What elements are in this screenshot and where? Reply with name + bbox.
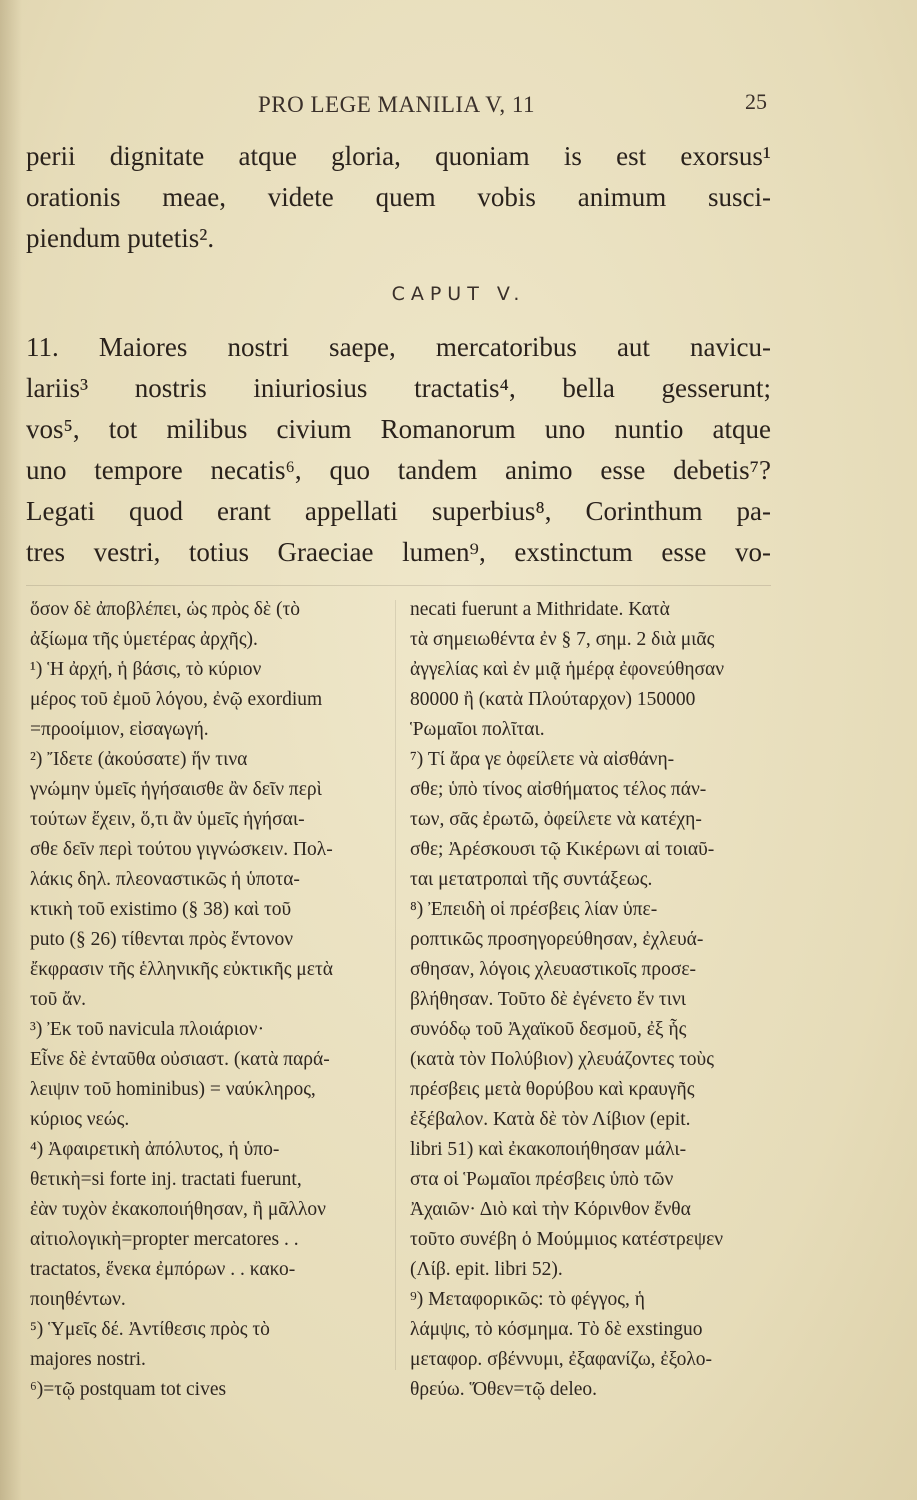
footnote-line: θρεύω. Ὅθεν=τῷ deleo. <box>410 1379 598 1400</box>
footnote-line: σθε; ὑπὸ τίνος αἰσθήματος τέλος πάν- <box>410 779 707 800</box>
footnote-line: ται μετατροπαὶ τῆς συντάξεως. <box>410 869 653 890</box>
footnote-line: συνόδῳ τοῦ Ἀχαϊκοῦ δεσμοῦ, ἐξ ἧς <box>410 1019 687 1040</box>
footnote-line: ἀξίωμα τῆς ὑμετέρας ἀρχῆς). <box>30 629 258 650</box>
footnote-line: γνώμην ὑμεῖς ἡγήσαισθε ἂν δεῖν περὶ <box>30 779 322 800</box>
footnote-line: μεταφορ. σβέννυμι, ἐξαφανίζω, ἐξολο- <box>410 1349 713 1370</box>
footnote-line: ἐὰν τυχὸν ἐκακοποιήθησαν, ἢ μᾶλλον <box>30 1199 326 1220</box>
footnote-line: ⁵) Ὑμεῖς δέ. Ἀντίθεσις πρὸς τὸ <box>30 1319 270 1340</box>
footnotes-right-column <box>410 595 775 1405</box>
footnote-line: necati fuerunt a Mithridate. Κατὰ <box>410 599 670 620</box>
footnote-line: θετικὴ=si forte inj. tractati fuerunt, <box>30 1169 302 1190</box>
footnote-line: λάκις δηλ. πλεοναστικῶς ἡ ὑποτα- <box>30 869 300 890</box>
footnote-line: τοῦτο συνέβη ὁ Μούμμιος κατέστρεψεν <box>410 1229 724 1250</box>
text-line: orationis meae, videte quem vobis animum susci- <box>26 182 771 212</box>
footnote-line: σθησαν, λόγοις χλευαστικοῖς προσε- <box>410 959 697 980</box>
footnote-line: =προοίμιον, εἰσαγωγή. <box>30 719 209 740</box>
intro-text <box>26 136 771 259</box>
footnote-line: των, σᾶς ἐρωτῶ, ὀφείλετε νὰ κατέχη- <box>410 809 702 830</box>
footnote-line: τούτων ἔχειν, ὅ,τι ἂν ὑμεῖς ἡγήσαι- <box>30 809 305 830</box>
footnote-line: ³) Ἐκ τοῦ navicula πλοιάριον· <box>30 1019 265 1040</box>
footnote-line: ἀγγελίας καὶ ἐν μιᾷ ἡμέρᾳ ἐφονεύθησαν <box>410 659 725 680</box>
footnotes-left-column <box>30 595 380 1405</box>
footnote-line: tractatos, ἕνεκα ἐμπόρων . . κακο- <box>30 1259 296 1280</box>
footnote-line: τοῦ ἄν. <box>30 989 87 1010</box>
text-line: piendum putetis². <box>26 223 215 253</box>
footnote-line: αἰτιολογικὴ=propter mercatores . . <box>30 1229 299 1250</box>
footnote-line: λειψιν τοῦ hominibus) = ναύκληρος, <box>30 1079 316 1100</box>
notes-divider <box>26 585 771 586</box>
footnote-line: πρέσβεις μετὰ θορύβου καὶ κραυγῆς <box>410 1079 695 1100</box>
footnote-line: στα οἱ Ῥωμαῖοι πρέσβεις ὑπὸ τῶν <box>410 1169 674 1190</box>
text-line: lariis³ nostris iniuriosius tractatis⁴, bella gesserunt; <box>26 373 771 403</box>
footnote-line: ⁷) Τί ἄρα γε ὀφείλετε νὰ αἰσθάνη- <box>410 749 675 770</box>
footnote-line: σθε δεῖν περὶ τούτου γιγνώσκειν. Πολ- <box>30 839 333 860</box>
footnote-line: ⁹) Μεταφορικῶς: τὸ φέγγος, ἡ <box>410 1289 645 1310</box>
footnote-line: ὅσον δὲ ἀποβλέπει, ὡς πρὸς δὲ (τὸ <box>30 599 301 620</box>
running-title: PRO LEGE MANILIA V, 11 <box>258 92 536 117</box>
footnote-line: Ῥωμαῖοι πολῖται. <box>410 719 545 740</box>
footnote-line: puto (§ 26) τίθενται πρὸς ἔντονον <box>30 929 294 950</box>
footnote-line: ροπτικῶς προσηγορεύθησαν, ἐχλευά- <box>410 929 704 950</box>
text-line: vos⁵, tot milibus civium Romanorum uno nuntio atque <box>26 414 771 444</box>
footnote-line: ⁶)=τῷ postquam tot cives <box>30 1379 227 1400</box>
footnote-line: (κατὰ τὸν Πολύβιον) χλευάζοντες τοὺς <box>410 1049 714 1070</box>
footnote-line: ἐξέβαλον. Κατὰ δὲ τὸν Λίβιον (epit. <box>410 1109 691 1130</box>
footnote-line: βλήθησαν. Τοῦτο δὲ ἐγένετο ἔν τινι <box>410 989 687 1010</box>
column-gutter <box>395 600 396 1370</box>
text-line: 11. Maiores nostri saepe, mercatoribus aut navicu- <box>26 332 771 362</box>
footnote-line: Εἶνε δὲ ἐνταῦθα οὐσιαστ. (κατὰ παρά- <box>30 1049 330 1070</box>
footnote-line: ⁸) Ἐπειδὴ οἱ πρέσβεις λίαν ὑπε- <box>410 899 658 920</box>
text-line: Legati quod erant appellati superbius⁸, Corinthum pa- <box>26 496 771 526</box>
footnote-line: libri 51) καὶ ἐκακοποιήθησαν μάλι- <box>410 1139 687 1160</box>
footnote-line: Ἀχαιῶν· Διὸ καὶ τὴν Κόρινθον ἔνθα <box>410 1199 691 1220</box>
text-line: perii dignitate atque gloria, quoniam is est exorsus¹ <box>26 141 771 171</box>
footnote-line: 80000 ἢ (κατὰ Πλούταρχον) 150000 <box>410 689 696 710</box>
footnote-line: κτικὴ τοῦ existimo (§ 38) καὶ τοῦ <box>30 899 292 920</box>
chapter-heading: CAPUT V. <box>391 283 526 305</box>
text-line: uno tempore necatis⁶, quo tandem animo esse debetis⁷? <box>26 455 771 485</box>
text-line: tres vestri, totius Graeciae lumen⁹, exstinctum esse vo- <box>26 537 771 567</box>
paragraph-11 <box>26 327 771 573</box>
footnote-line: (Λίβ. epit. libri 52). <box>410 1259 563 1280</box>
footnote-line: κύριος νεώς. <box>30 1109 130 1130</box>
footnote-line: ¹) Ἡ ἀρχή, ἡ βάσις, τὸ κύριον <box>30 659 262 680</box>
footnote-line: τὰ σημειωθέντα ἐν § 7, σημ. 2 διὰ μιᾶς <box>410 629 715 650</box>
footnote-line: ⁴) Ἀφαιρετικὴ ἀπόλυτος, ἡ ὑπο- <box>30 1139 280 1160</box>
footnote-line: σθε; Ἀρέσκουσι τῷ Κικέρωνι αἱ τοιαῦ- <box>410 839 715 860</box>
footnote-line: λάμψις, τὸ κόσμημα. Τὸ δὲ exstinguo <box>410 1319 703 1340</box>
footnote-line: ²) Ἴδετε (ἀκούσατε) ἥν τινα <box>30 749 248 770</box>
footnote-line: ποιηθέντων. <box>30 1289 126 1310</box>
spine-shadow <box>0 0 22 1500</box>
footnote-line: ἔκφρασιν τῆς ἑλληνικῆς εὐκτικῆς μετὰ <box>30 959 334 980</box>
page-number: 25 <box>745 89 767 114</box>
footnote-line: μέρος τοῦ ἐμοῦ λόγου, ἐνῷ exordium <box>30 689 323 710</box>
footnote-line: majores nostri. <box>30 1349 146 1370</box>
